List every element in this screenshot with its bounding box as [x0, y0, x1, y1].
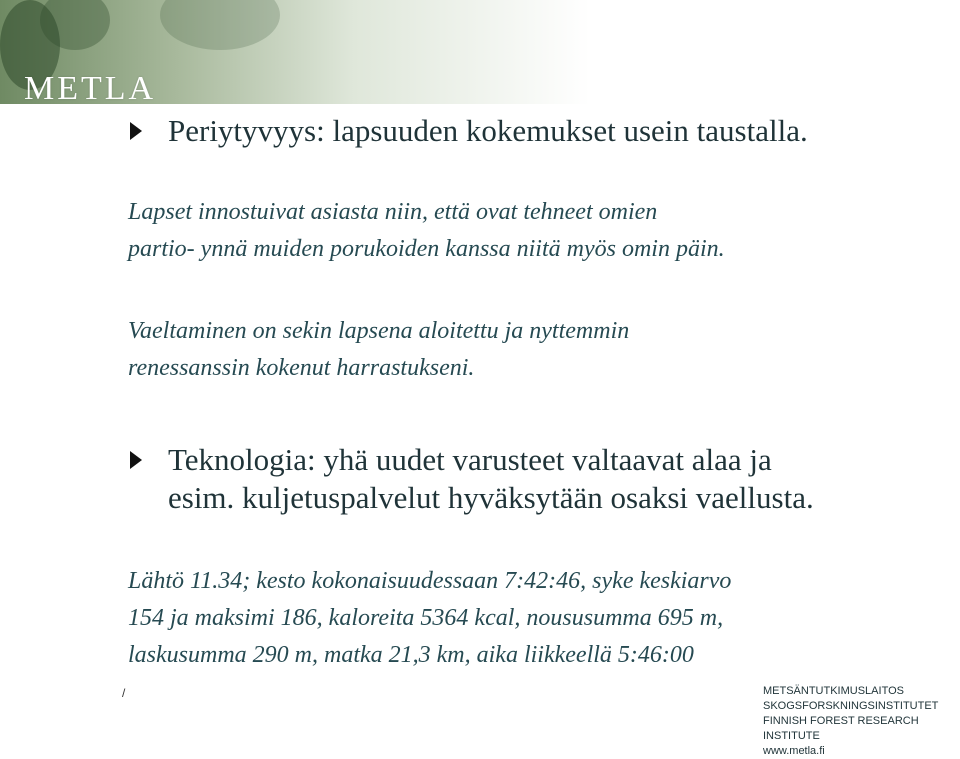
logo-text: METLA [24, 70, 157, 104]
bullet-line: esim. kuljetuspalvelut hyväksytään osaksi vaellusta. [168, 480, 814, 515]
paragraph-line: partio- ynnä muiden porukoiden kanssa niitä myös omin päin. [128, 236, 725, 262]
bullet-heading-2 [168, 441, 814, 517]
leaf-shape [160, 0, 280, 50]
paragraph-trip-stats [128, 563, 928, 674]
footer-line: SKOGSFORSKNINGSINSTITUTET [763, 700, 939, 712]
footer-institute [763, 684, 960, 759]
bullet-arrow-icon [130, 451, 142, 469]
paragraph-children [128, 194, 928, 268]
metla-logo-banner [0, 0, 590, 104]
footer-slash: / [122, 686, 126, 700]
paragraph-line: Vaeltaminen on sekin lapsena aloitettu ja nyttemmin [128, 318, 630, 344]
bullet-heading-1: Periytyvyys: lapsuuden kokemukset usein taustalla. [168, 113, 808, 148]
footer-link[interactable]: www.metla.fi [763, 745, 825, 757]
paragraph-line: 154 ja maksimi 186, kaloreita 5364 kcal, noususumma 695 m, [128, 605, 724, 631]
bullet-line: Teknologia: yhä uudet varusteet valtaavat alaa ja [168, 442, 772, 477]
paragraph-hiking [128, 313, 928, 387]
paragraph-line: laskusumma 290 m, matka 21,3 km, aika liikkeellä 5:46:00 [128, 642, 694, 668]
footer-line: METSÄNTUTKIMUSLAITOS [763, 685, 904, 697]
paragraph-line: Lähtö 11.34; kesto kokonaisuudessaan 7:42:46, syke keskiarvo [128, 568, 732, 594]
bullet-arrow-icon [130, 122, 142, 140]
paragraph-line: Lapset innostuivat asiasta niin, että ovat tehneet omien [128, 199, 658, 225]
footer-line: FINNISH FOREST RESEARCH INSTITUTE [763, 715, 919, 742]
paragraph-line: renessanssin kokenut harrastukseni. [128, 355, 475, 381]
